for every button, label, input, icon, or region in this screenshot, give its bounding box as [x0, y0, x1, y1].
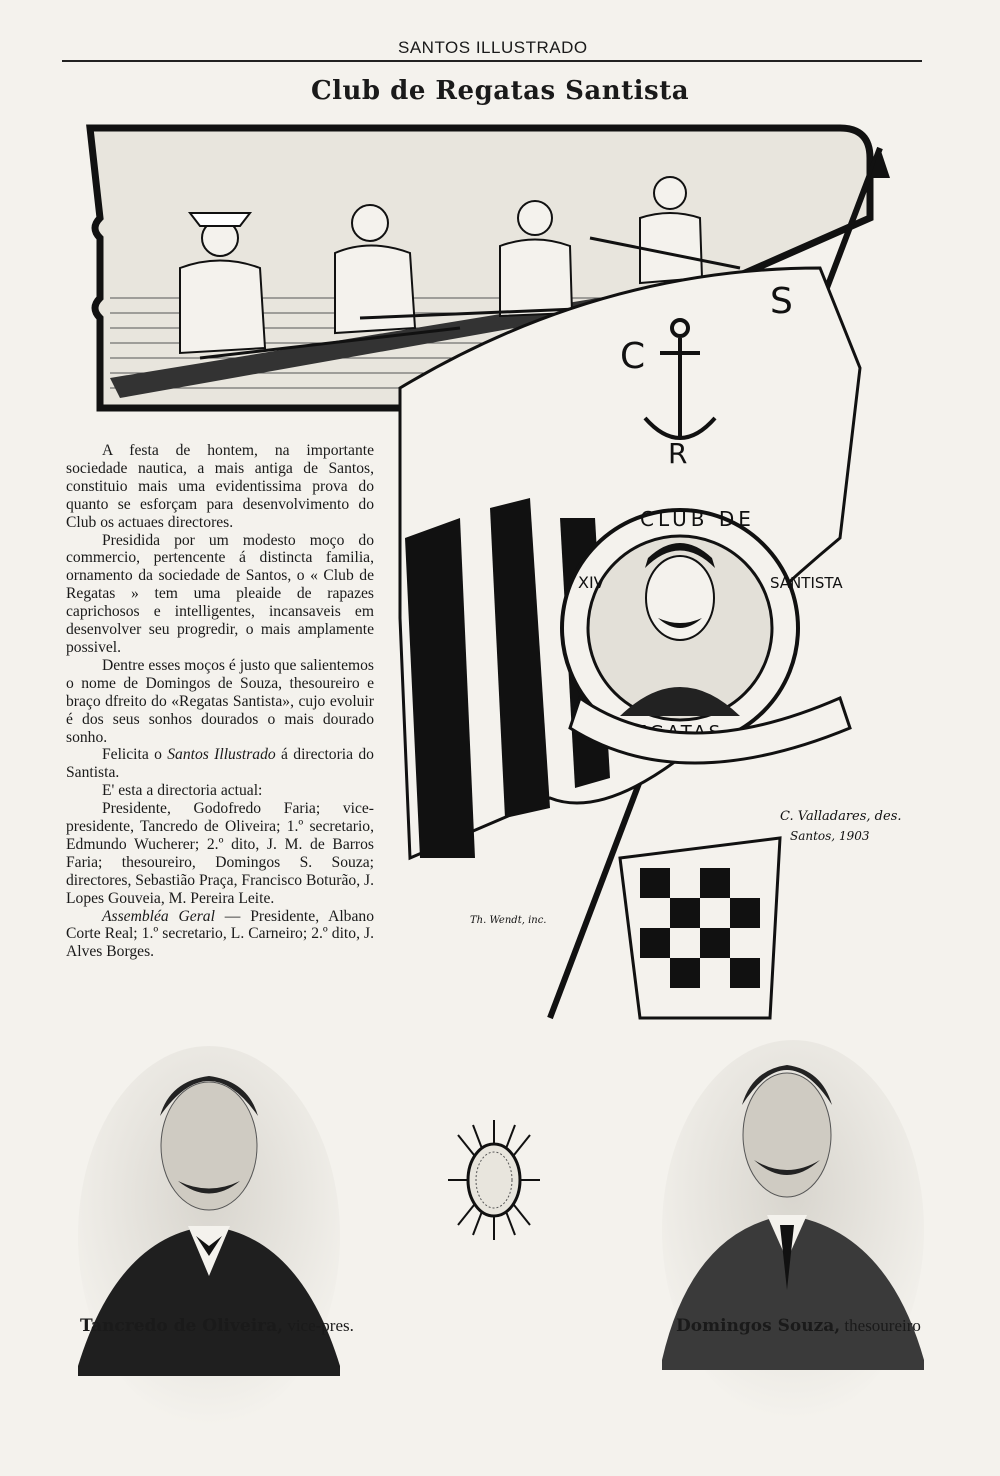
checkered-pennant [620, 838, 780, 1018]
artist-date: Santos, 1903 [790, 829, 870, 843]
paragraph-3: Dentre esses moços é justo que salientemos o nome de Domingos de Souza, thesoureiro e braço dfreito do «Regatas Santista», cujo evoluir é dos seus sonhos dourados o mais dourado sonho. [66, 656, 374, 746]
caption-tancredo [80, 1316, 354, 1336]
publication-title: SANTOS ILLUSTRADO [398, 38, 588, 57]
paragraph-4: E' esta a directoria actual: [102, 782, 263, 800]
engraver-signature: Th. Wendt, inc. [470, 915, 547, 926]
medallion-text-left: XIV [578, 573, 605, 592]
portrait-domingos [662, 1030, 924, 1470]
artist-signature: C. Valladares, des. [780, 809, 902, 824]
assembleia-label: Assembléa Geral [102, 907, 215, 925]
caption-domingos-name: Domingos Souza, [676, 1316, 841, 1336]
article-body [66, 442, 374, 961]
flag-letter-s: S [770, 281, 793, 322]
paragraph-felicita [66, 746, 374, 782]
felicita-prefix: Felicita o [102, 746, 168, 764]
caption-domingos [676, 1316, 921, 1336]
flag-letter-c: C [620, 336, 646, 377]
medallion-text-top: CLUB DE [640, 507, 755, 531]
article-title: Club de Regatas Santista [310, 76, 690, 106]
header-rule [62, 60, 922, 62]
assembleia-text: — Presidente, Albano Corte Real; 1.º secretario, L. Carneiro; 2.º dito, J. Alves Borges. [66, 907, 374, 961]
flag-letter-r: R [668, 437, 688, 470]
paragraph-1: A festa de hontem, na importante sociedade nautica, a mais antiga de Santos, constituio mais uma evidentissima prova do quanto se esforçam para desenvolvimento do Club os actuaes directores. [66, 442, 374, 531]
caption-domingos-role: thesoureiro [840, 1316, 921, 1335]
paragraph-2: Presidida por um modesto moço do commercio, pertencente á distincta familia, ornamento da sociedade de Santos, o « Club de Regatas » tem uma pleaide de rapazes caprichosos e intelligentes, incansaveis em desenvolver seu progredir, o mais amplamente possivel. [66, 531, 374, 656]
paragraph-5: Presidente, Godofredo Faria; vice-presidente, Tancredo de Oliveira; 1.º secretario, Edmundo Wucherer; 2.º dito, J. M. de Barros Faria; thesoureiro, Domingos S. Souza; directores, Sebastião Praça, Francisco Boturão, J. Lopes Gouveia, M. Pereira Leite. [66, 800, 374, 907]
felicita-suffix: á directoria do Santista. [66, 746, 374, 782]
caption-tancredo-role: vice-pres. [283, 1316, 354, 1335]
star-emblem [448, 1120, 540, 1240]
caption-tancredo-name: Tancredo de Oliveira, [80, 1316, 284, 1336]
paragraph-assembleia [66, 908, 374, 962]
medallion-text-right: SANTISTA [770, 574, 843, 592]
felicita-publication: Santos Illustrado [167, 746, 276, 764]
page-header [62, 38, 922, 64]
portrait-tancredo [78, 1036, 340, 1476]
